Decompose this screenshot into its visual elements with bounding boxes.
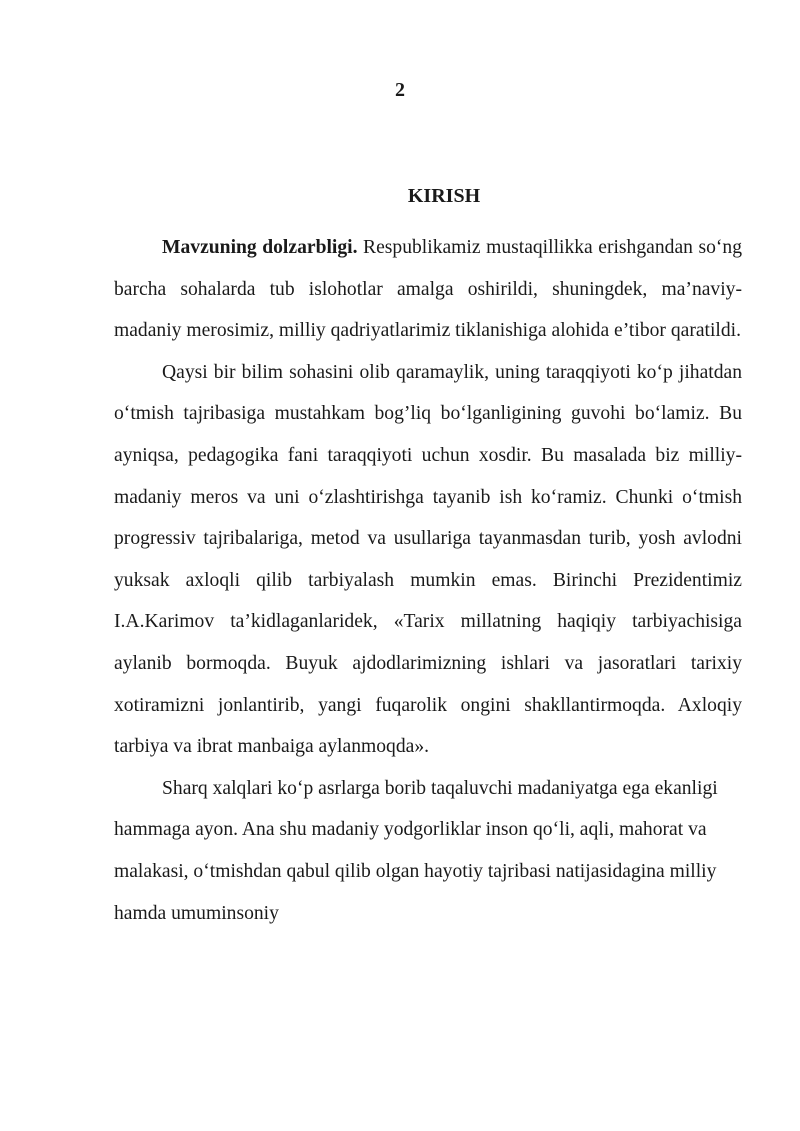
section-heading: KIRISH xyxy=(407,185,481,207)
page-number: 2 xyxy=(395,79,405,101)
paragraph-heritage: Qaysi bir bilim sohasini olib qaramaylik, uning taraqqiyoti ko‘p jihatdan o‘tmish tajribasiga mustahkam bog’liq bo‘lganligining guvohi bo‘lamiz. Bu ayniqsa, pedagogika fani taraqqiyoti uchun xosdir. Bu masalada biz milliy-madaniy meros va uni o‘zlashtirishga tayanib ish ko‘ramiz. Chunki o‘tmish progressiv tajribalariga, metod va usullariga tayanmasdan turib, yosh avlodni yuksak axloqli qilib tarbiyalash mumkin emas. Birinchi Prezidentimiz I.A.Karimov ta’kidlaganlaridek, «Tarix millatning haqiqiy tarbiyachisiga aylanib bormoqda. Buyuk ajdodlarimizning ishlari va jasoratlari tarixiy xotiramizni jonlantirib, yangi fuqarolik ongini shakllantirmoqda. Axloqiy tarbiya va ibrat manbaiga aylanmoqda». xyxy=(114,361,742,758)
paragraph-lead: Mavzuning dolzarbligi. xyxy=(162,237,358,258)
paragraph-eastern-culture: Sharq xalqlari ko‘p asrlarga borib taqaluvchi madaniyatga ega ekanligi hammaga ayon. Ana shu madaniy yodgorliklar inson qo‘li, aqli, mahorat va malakasi, o‘tmishdan qabul qilib olgan hayotiy tajribasi natijasidagina milliy hamda umuminsoniy xyxy=(114,777,718,924)
body-text xyxy=(114,227,742,934)
paragraph-relevance xyxy=(114,227,742,352)
paragraph-text: Respublikamiz mustaqillikka erishgandan so‘ng barcha sohalarda tub islohotlar amalga oshirildi, shuningdek, ma’naviy-madaniy merosimiz, milliy qadriyatlarimiz tiklanishiga alohida e’tibor qaratildi. xyxy=(114,237,742,342)
